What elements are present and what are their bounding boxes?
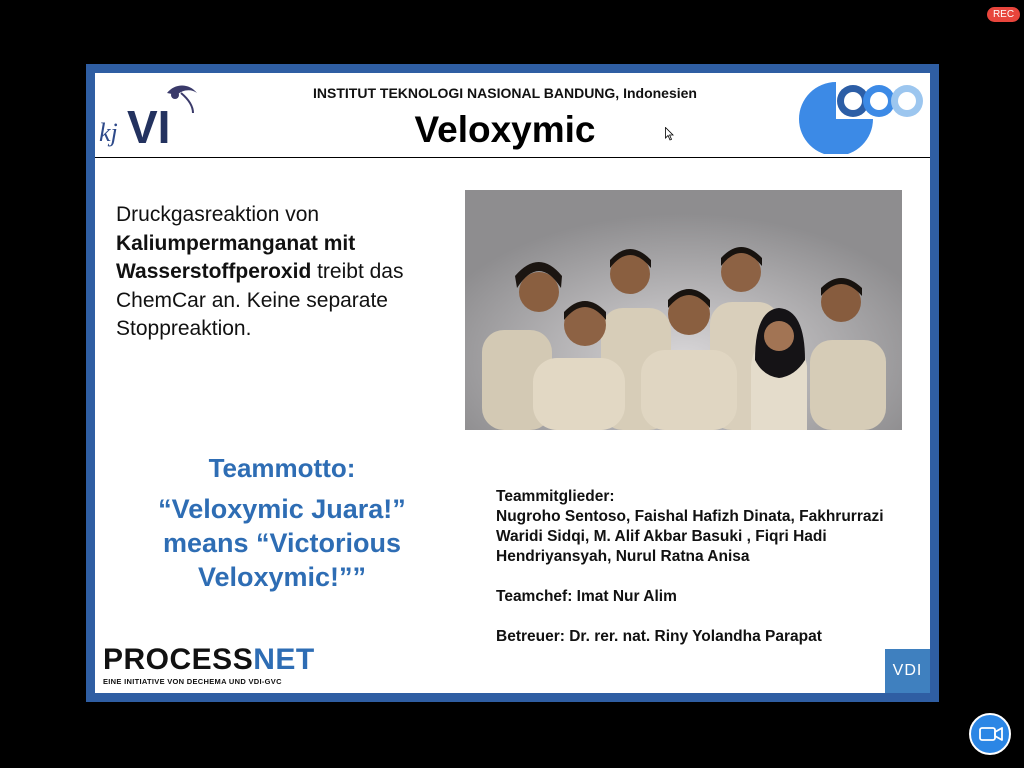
team-members-line: Hendriyansyah, Nurul Ratna Anisa — [496, 548, 750, 565]
video-camera-icon — [979, 726, 1003, 742]
processnet-logo — [103, 645, 315, 686]
kjvi-logo — [97, 79, 207, 159]
vdi-logo: VDI — [885, 649, 930, 693]
team-photo — [465, 190, 902, 430]
slide-title: Veloxymic — [414, 109, 596, 150]
team-advisor: Betreuer: Dr. rer. nat. Riny Yolandha Parapat — [496, 628, 822, 645]
project-description: Druckgasreaktion von Kaliumpermanganat mit Wasserstoffperoxid treibt das ChemCar an. Keine separate Stoppreaktion. — [116, 203, 404, 340]
svg-text:VI: VI — [127, 101, 171, 153]
shared-presentation-slide — [86, 64, 939, 702]
motto-line-1: “Veloxymic Juara!” — [158, 494, 406, 524]
slide-content — [95, 73, 930, 693]
svg-text:kj: kj — [99, 118, 118, 147]
team-info — [496, 487, 926, 647]
processnet-process: PROCESS — [103, 643, 254, 676]
motto-line-2: means “Victorious — [162, 528, 402, 558]
team-chief: Teamchef: Imat Nur Alim — [496, 588, 677, 605]
team-members-label: Teammitglieder: — [496, 488, 615, 505]
processnet-tagline: EINE INITIATIVE VON DECHEMA UND VDI-GVC — [103, 677, 282, 686]
institute-name: INSTITUT TEKNOLOGI NASIONAL BANDUNG, Indonesien — [313, 85, 697, 101]
mouse-cursor-icon — [665, 127, 675, 141]
video-camera-button[interactable] — [969, 713, 1011, 755]
team-members-line: Nugroho Sentoso, Faishal Hafizh Dinata, Fakhrurrazi — [496, 508, 884, 525]
header-divider — [95, 157, 930, 158]
team-members-line: Waridi Sidqi, M. Alif Akbar Basuki , Fiqri Hadi — [496, 528, 827, 545]
recording-badge: REC — [987, 7, 1020, 22]
team-motto — [127, 453, 437, 594]
motto-line-3: Veloxymic!”” — [197, 562, 367, 592]
circles-logo — [797, 74, 930, 154]
processnet-net: NET — [253, 643, 315, 676]
motto-heading: Teammotto: — [208, 453, 356, 483]
